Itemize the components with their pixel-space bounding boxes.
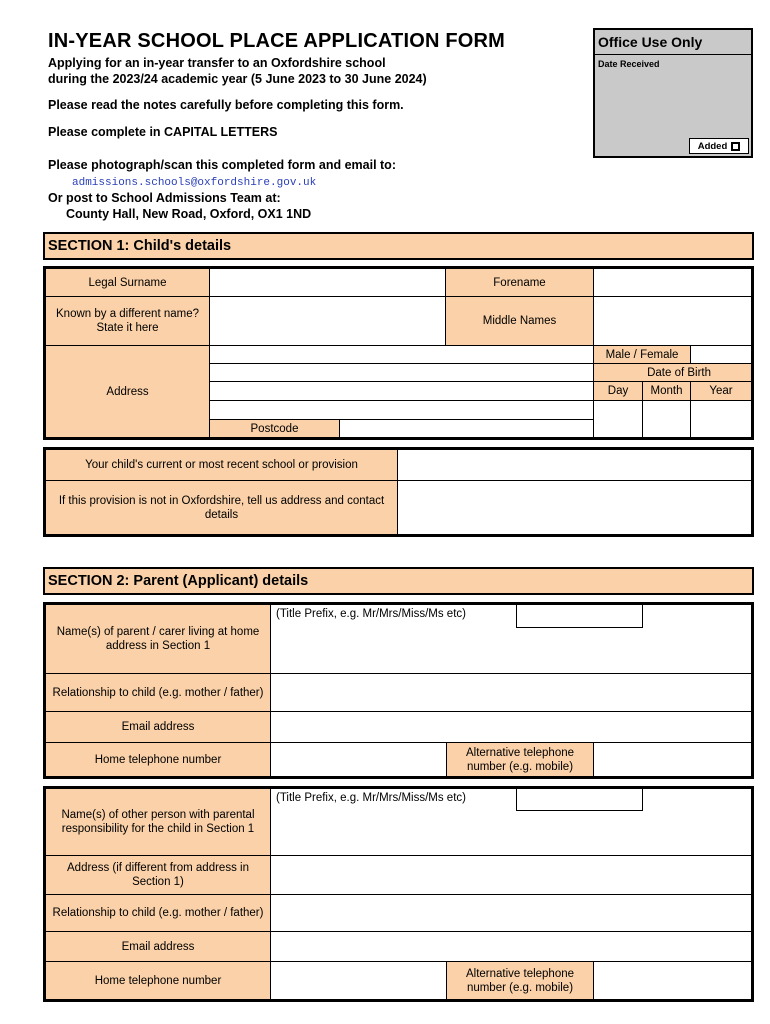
office-use-box [593,28,753,158]
relationship-input[interactable] [270,673,752,712]
added-checkbox[interactable] [731,142,740,151]
forename-label: Forename [445,268,594,297]
postcode-input[interactable] [339,419,594,438]
post-line-text: Or post to School Admissions Team at: [48,191,281,205]
address-line-2-input[interactable] [209,363,594,382]
alt-phone-2-input[interactable] [593,961,752,1000]
middle-names-label: Middle Names [445,296,594,346]
relationship-label: Relationship to child (e.g. mother / father) [45,673,271,712]
dob-day-input[interactable] [593,400,643,438]
parent-names-label: Name(s) of parent / carer living at home address in Section 1 [45,604,271,674]
not-oxfordshire-input[interactable] [397,480,752,535]
parent-title-input[interactable] [516,604,643,628]
relationship-2-input[interactable] [270,894,752,932]
added-label: Added [697,140,728,152]
home-phone-2-label: Home telephone number [45,961,271,1000]
alt-phone-2-label: Alternative telephone number (e.g. mobile) [446,961,594,1000]
known-by-label: Known by a different name? State it here [45,296,210,346]
subtitle-line-1: Applying for an in-year transfer to an Oxfordshire school [48,56,386,70]
title-prefix-hint-2: (Title Prefix, e.g. Mr/Mrs/Miss/Ms etc) [276,792,466,804]
gender-input[interactable] [690,345,752,364]
alt-phone-input[interactable] [593,742,752,777]
section-2-heading: SECTION 2: Parent (Applicant) details [43,567,754,595]
email-2-label: Email address [45,931,271,962]
address-line-1-input[interactable] [209,345,594,364]
home-phone-label: Home telephone number [45,742,271,777]
office-use-heading: Office Use Only [598,34,703,50]
address-line-3-input[interactable] [209,381,594,401]
postcode-label: Postcode [209,419,340,438]
email-label: Email address [45,711,271,743]
post-address-text: County Hall, New Road, Oxford, OX1 1ND [66,207,312,221]
other-person-label: Name(s) of other person with parental responsibility for the child in Section 1 [45,788,271,856]
current-school-input[interactable] [397,449,752,481]
office-divider [595,54,751,55]
photo-email-text: Please photograph/scan this completed form and email to: [48,158,396,172]
dob-year-input[interactable] [690,400,752,438]
form-title: IN-YEAR SCHOOL PLACE APPLICATION FORM [48,30,506,52]
day-label: Day [593,381,643,401]
read-notes-text: Please read the notes carefully before completing this form. [48,98,404,112]
email-2-input[interactable] [270,931,752,962]
male-female-label: Male / Female [593,345,691,364]
address-if-different-input[interactable] [270,855,752,895]
month-label: Month [642,381,691,401]
date-of-birth-label: Date of Birth [593,363,752,382]
middle-names-input[interactable] [593,296,752,346]
other-title-input[interactable] [516,788,643,811]
home-phone-input[interactable] [270,742,447,777]
address-if-different-label: Address (if different from address in Section 1) [45,855,271,895]
current-school-label: Your child's current or most recent school or provision [45,449,398,481]
legal-surname-label: Legal Surname [45,268,210,297]
not-oxfordshire-label: If this provision is not in Oxfordshire, tell us address and contact details [45,480,398,535]
address-label: Address [45,345,210,438]
section-1-heading: SECTION 1: Child's details [43,232,754,260]
forename-input[interactable] [593,268,752,297]
relationship-2-label: Relationship to child (e.g. mother / father) [45,894,271,932]
email-link[interactable]: admissions.schools@oxfordshire.gov.uk [72,177,317,189]
capitals-text: Please complete in CAPITAL LETTERS [48,125,278,139]
title-prefix-hint: (Title Prefix, e.g. Mr/Mrs/Miss/Ms etc) [276,608,466,620]
year-label: Year [690,381,752,401]
address-line-4-input[interactable] [209,400,594,420]
date-received-label: Date Received [598,59,660,69]
added-checkbox-field[interactable] [689,138,749,154]
subtitle-line-2: during the 2023/24 academic year (5 June 2023 to 30 June 2024) [48,72,427,86]
known-by-input[interactable] [209,296,446,346]
dob-month-input[interactable] [642,400,691,438]
home-phone-2-input[interactable] [270,961,447,1000]
legal-surname-input[interactable] [209,268,446,297]
email-input[interactable] [270,711,752,743]
alt-phone-label: Alternative telephone number (e.g. mobile) [446,742,594,777]
